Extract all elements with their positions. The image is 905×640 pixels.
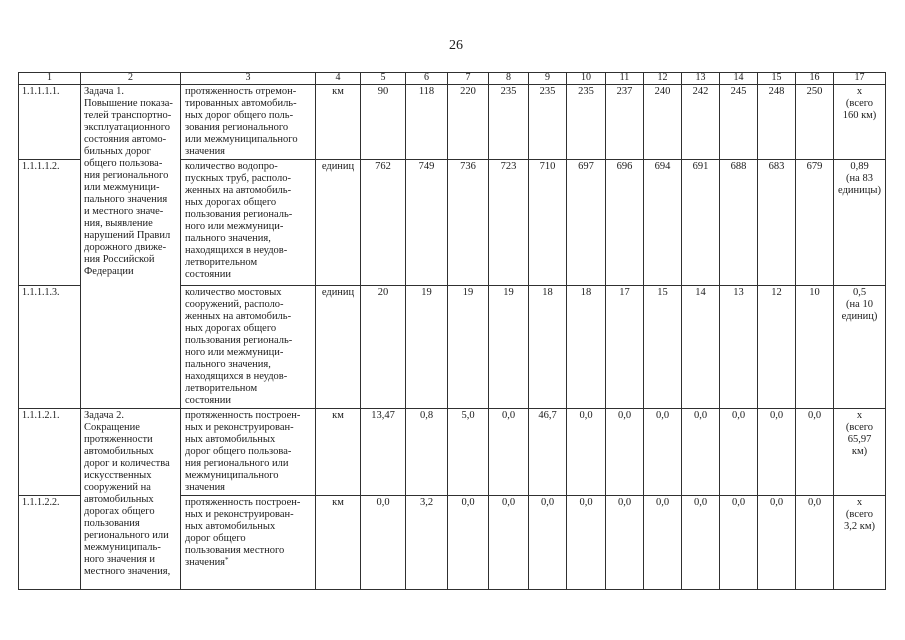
value-cell: 5,0 (448, 409, 489, 496)
value-cell: 240 (644, 85, 682, 160)
value-cell: 19 (448, 286, 489, 409)
value-cell: 10 (796, 286, 834, 409)
total-cell: x (всего 160 км) (834, 85, 886, 160)
value-cell: 683 (758, 160, 796, 286)
table-header-row (19, 73, 886, 85)
header-cell: 11 (606, 73, 644, 85)
header-cell: 2 (81, 73, 181, 85)
footnote-mark: * (225, 556, 229, 564)
table-row (19, 409, 886, 496)
value-cell: 15 (644, 286, 682, 409)
unit-cell: единиц (316, 286, 361, 409)
value-cell: 46,7 (529, 409, 567, 496)
value-cell: 0,8 (406, 409, 448, 496)
value-cell: 0,0 (682, 496, 720, 590)
header-cell: 1 (19, 73, 81, 85)
value-cell: 0,0 (567, 409, 606, 496)
row-code: 1.1.1.2.2. (19, 496, 81, 590)
value-cell: 694 (644, 160, 682, 286)
value-cell: 242 (682, 85, 720, 160)
value-cell: 762 (361, 160, 406, 286)
header-cell: 3 (181, 73, 316, 85)
value-cell: 14 (682, 286, 720, 409)
unit-cell: км (316, 409, 361, 496)
value-cell: 20 (361, 286, 406, 409)
total-cell: x (всего 3,2 км) (834, 496, 886, 590)
header-cell: 4 (316, 73, 361, 85)
value-cell: 19 (489, 286, 529, 409)
value-cell: 0,0 (448, 496, 489, 590)
value-cell: 235 (567, 85, 606, 160)
value-cell: 248 (758, 85, 796, 160)
header-cell: 6 (406, 73, 448, 85)
header-cell: 9 (529, 73, 567, 85)
value-cell: 688 (720, 160, 758, 286)
total-cell: 0,5 (на 10 единиц) (834, 286, 886, 409)
value-cell: 0,0 (758, 409, 796, 496)
row-code: 1.1.1.1.2. (19, 160, 81, 286)
value-cell: 0,0 (644, 409, 682, 496)
total-cell: x (всего 65,97 км) (834, 409, 886, 496)
value-cell: 3,2 (406, 496, 448, 590)
indicator-cell (181, 496, 316, 590)
indicator-cell: количество водопро- пускных труб, располо- женных на автомобиль- ных дорогах общего пользования региональ- ного или межмуници- пального значения, находящихся в неудов- летворительном состоянии (181, 160, 316, 286)
row-code: 1.1.1.2.1. (19, 409, 81, 496)
value-cell: 0,0 (489, 496, 529, 590)
value-cell: 0,0 (644, 496, 682, 590)
unit-cell: единиц (316, 160, 361, 286)
value-cell: 235 (489, 85, 529, 160)
indicator-text: протяженность построен- ных и реконструирован- ных автомобильных дорог общего пользования местного значения (185, 497, 301, 568)
header-cell: 15 (758, 73, 796, 85)
value-cell: 17 (606, 286, 644, 409)
value-cell: 19 (406, 286, 448, 409)
value-cell: 710 (529, 160, 567, 286)
value-cell: 12 (758, 286, 796, 409)
value-cell: 0,0 (720, 409, 758, 496)
value-cell: 18 (529, 286, 567, 409)
indicator-cell: протяженность построен- ных и реконструирован- ных автомобильных дорог общего пользова- ния регионального или межмуниципального значения (181, 409, 316, 496)
value-cell: 0,0 (796, 496, 834, 590)
value-cell: 723 (489, 160, 529, 286)
value-cell: 0,0 (489, 409, 529, 496)
indicator-cell: протяженность отремон- тированных автомобиль- ных дорог общего поль- зования регионального или межмуниципального значения (181, 85, 316, 160)
value-cell: 0,0 (796, 409, 834, 496)
unit-cell: км (316, 496, 361, 590)
total-cell: 0,89 (на 83 единицы) (834, 160, 886, 286)
header-cell: 7 (448, 73, 489, 85)
header-cell: 17 (834, 73, 886, 85)
page-number: 26 (449, 38, 463, 53)
value-cell: 696 (606, 160, 644, 286)
value-cell: 0,0 (567, 496, 606, 590)
value-cell: 697 (567, 160, 606, 286)
value-cell: 679 (796, 160, 834, 286)
value-cell: 0,0 (361, 496, 406, 590)
value-cell: 235 (529, 85, 567, 160)
value-cell: 118 (406, 85, 448, 160)
value-cell: 0,0 (529, 496, 567, 590)
task-cell: Задача 1. Повышение показа- телей транспортно- эксплуатационного состояния автомо- бильных дорог общего пользова- ния регионального или межмуници- пального значения и местного значе- ния, выявление нарушений Правил дорожного движе- ния Российской Федерации (81, 85, 181, 409)
task-cell: Задача 2. Сокращение протяженности автомобильных дорог и количества искусственных сооружений на автомобильных дорогах общего пользования регионального или межмуниципаль- ного значения и местного значения, (81, 409, 181, 590)
header-cell: 12 (644, 73, 682, 85)
value-cell: 18 (567, 286, 606, 409)
header-cell: 8 (489, 73, 529, 85)
value-cell: 749 (406, 160, 448, 286)
value-cell: 220 (448, 85, 489, 160)
value-cell: 0,0 (606, 409, 644, 496)
row-code: 1.1.1.1.1. (19, 85, 81, 160)
indicators-table (18, 72, 886, 590)
header-cell: 16 (796, 73, 834, 85)
header-cell: 13 (682, 73, 720, 85)
row-code: 1.1.1.1.3. (19, 286, 81, 409)
header-cell: 14 (720, 73, 758, 85)
value-cell: 13,47 (361, 409, 406, 496)
unit-cell: км (316, 85, 361, 160)
value-cell: 237 (606, 85, 644, 160)
value-cell: 0,0 (720, 496, 758, 590)
value-cell: 245 (720, 85, 758, 160)
value-cell: 90 (361, 85, 406, 160)
value-cell: 0,0 (682, 409, 720, 496)
header-cell: 10 (567, 73, 606, 85)
table-row (19, 85, 886, 160)
value-cell: 250 (796, 85, 834, 160)
value-cell: 0,0 (606, 496, 644, 590)
value-cell: 0,0 (758, 496, 796, 590)
header-cell: 5 (361, 73, 406, 85)
value-cell: 13 (720, 286, 758, 409)
value-cell: 736 (448, 160, 489, 286)
value-cell: 691 (682, 160, 720, 286)
indicator-cell: количество мостовых сооружений, располо- женных на автомобиль- ных дорогах общего пользования региональ- ного или межмуници- пального значения, находящихся в неудов- летворительном состоянии (181, 286, 316, 409)
